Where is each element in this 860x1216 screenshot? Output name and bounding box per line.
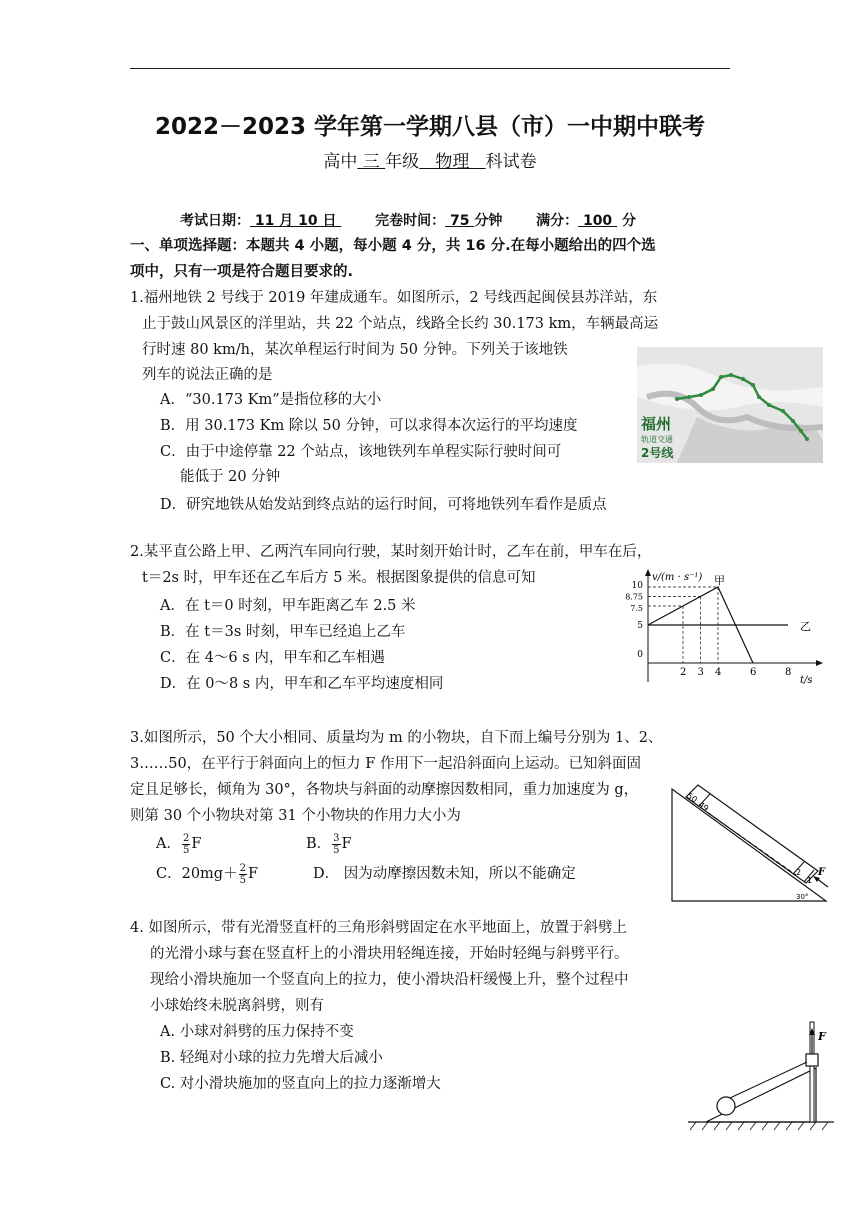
q1-line-2: 止于鼓山风景区的洋里站，共 22 个站点，线路全长约 30.173 km，车辆最高运: [142, 316, 659, 332]
block-label-1: 1: [807, 876, 813, 885]
frac-den: 5: [239, 874, 246, 886]
q3-option-a: [156, 832, 201, 856]
q1-option-b: B．用 30.173 Km 除以 50 分钟，可以求得本次运行的平均速度: [160, 418, 578, 434]
frac-den: 5: [333, 844, 340, 856]
q2-option-b: B．在 t＝3s 时刻，甲车已经追上乙车: [160, 624, 406, 640]
q2-option-c: C．在 4～6 s 内，甲车和乙车相遇: [160, 650, 385, 666]
frac-num: 2: [182, 832, 190, 844]
y-tick-label: 8.75: [625, 592, 643, 602]
frac-den: 5: [182, 844, 190, 856]
q1-option-d: D．研究地铁从始发站到终点站的运行时间，可将地铁列车看作是质点: [160, 497, 607, 513]
q4-line-2: 的光滑小球与套在竖直杆上的小滑块用轻绳连接，开始时轻绳与斜劈平行。: [150, 946, 629, 962]
score-label: 满分：: [536, 213, 579, 229]
q4-line-4: 小球始终未脱离斜劈，则有: [150, 998, 324, 1014]
subject-suffix: 科试卷: [485, 152, 537, 172]
q3-line-3: 定且足够长，倾角为 30°，各物块与斜面的动摩擦因数相同，重力加速度为 g，: [130, 782, 639, 798]
score-unit: 分: [621, 213, 636, 229]
series-label-1: 甲: [714, 574, 725, 587]
y-tick-label: 10: [631, 581, 643, 591]
force-symbol: F: [247, 866, 259, 882]
series-label-2: 乙: [800, 620, 811, 633]
q1-line-3: 行时速 80 km/h，某次单程运行时间为 50 分钟。下列关于该地铁: [142, 342, 568, 358]
q2-option-d: D．在 0～8 s 内，甲车和乙车平均速度相同: [160, 676, 444, 692]
top-rule: [130, 68, 730, 69]
x-axis-label: t/s: [800, 675, 813, 686]
time-label: 完卷时间：: [375, 213, 446, 229]
q1-option-c: C．由于中途停靠 22 个站点，该地铁列车单程实际行驶时间可: [160, 444, 562, 460]
q3-option-d: D． 因为动摩擦因数未知，所以不能确定: [313, 866, 576, 882]
q3-line-1: 3.如图所示，50 个大小相同、质量均为 m 的小物块，自下而上编号分别为 1、2、: [130, 730, 663, 746]
vt-graph: [615, 565, 825, 690]
exam-meta: [180, 210, 636, 230]
section-heading-line-1: 一、单项选择题：本题共 4 小题，每小题 4 分，共 16 分.在每小题给出的四个选: [130, 238, 656, 254]
q3-option-c-fraction: [239, 863, 247, 886]
angle-label: 30°: [796, 893, 809, 901]
wedge-rod-figure: [686, 1018, 836, 1134]
q3-option-c-prefix: C．: [156, 866, 182, 882]
block-label-50: 50: [685, 791, 699, 805]
block-label-49: 49: [696, 800, 711, 814]
q4-option-c: C. 对小滑块施加的竖直向上的拉力逐渐增大: [160, 1076, 441, 1092]
q1-option-a: A．“30.173 Km”是指位移的大小: [160, 392, 382, 408]
q2-line-2: t＝2s 时，甲车还在乙车后方 5 米。根据图象提供的信息可知: [142, 570, 536, 586]
q4-option-b: B. 轻绳对小球的拉力先增大后减小: [160, 1050, 383, 1066]
map-line-label: 2号线: [641, 446, 674, 460]
x-tick-label: 4: [715, 667, 722, 678]
x-axis-arrow: [816, 660, 823, 666]
incline-blocks-figure: [668, 775, 832, 907]
force-label: F: [818, 867, 826, 878]
metro-map-figure: [637, 347, 823, 463]
y-axis-arrow: [645, 569, 651, 576]
frac-num: 3: [333, 832, 340, 844]
date-label: 考试日期：: [180, 213, 250, 229]
rope: [730, 1062, 807, 1098]
exam-subtitle: [0, 147, 860, 172]
grade-suffix: 年级: [385, 152, 420, 172]
q2-option-a: A．在 t＝0 时刻，甲车距离乙车 2.5 米: [160, 598, 416, 614]
ball: [717, 1097, 735, 1115]
slider-block: [806, 1054, 818, 1066]
q3-option-a-fraction: [182, 833, 190, 856]
section-heading-line-2: 项中，只有一项是符合题目要求的.: [130, 264, 354, 280]
time-unit: 分钟: [474, 213, 503, 229]
q3-option-c-term: 20mg＋: [181, 866, 238, 882]
q3-option-c: [156, 862, 258, 886]
map-subtitle-label: 轨道交通: [641, 435, 673, 444]
q2-line-1: 2.某平直公路上甲、乙两汽车同向行驶，某时刻开始计时，乙车在前，甲车在后，: [130, 544, 652, 560]
map-title-label: 福州: [641, 415, 672, 433]
x-tick-label: 2: [680, 667, 687, 678]
force-symbol: F: [191, 836, 202, 852]
q1-line-4: 列车的说法正确的是: [142, 367, 273, 383]
y-tick-label: 0: [637, 650, 643, 660]
time-value: 75: [445, 213, 475, 229]
date-value: 11 月 10 日: [250, 213, 342, 229]
exam-title: 2022－2023 学年第一学期八县（市）一中期中联考: [154, 114, 706, 140]
grade-value: 三: [357, 152, 386, 172]
force-symbol: F: [341, 836, 352, 852]
q3-line-4: 则第 30 个小物块对第 31 个小物块的作用力大小为: [130, 808, 461, 824]
q3-option-b: [306, 832, 352, 856]
x-tick-label: 3: [697, 667, 704, 678]
incline: [672, 789, 826, 901]
frac-num: 2: [239, 862, 246, 874]
block-label-2: 2: [796, 868, 802, 877]
y-tick-label: 7.5: [630, 604, 643, 613]
q3-option-b-prefix: B．: [306, 836, 332, 852]
y-axis-label: v/(m · s⁻¹): [652, 572, 703, 583]
x-tick-label: 6: [750, 667, 757, 678]
q3-option-a-prefix: A．: [156, 836, 181, 852]
pull-force-label: F: [818, 1030, 826, 1043]
subject-value: 物理: [419, 152, 486, 172]
q4-option-a: A. 小球对斜劈的压力保持不变: [160, 1024, 354, 1040]
q4-line-1: 4. 如图所示，带有光滑竖直杆的三角形斜劈固定在水平地面上，放置于斜劈上: [130, 920, 627, 936]
subtitle-prefix: 高中: [323, 152, 358, 172]
x-tick-label: 8: [785, 667, 792, 678]
y-tick-label: 5: [637, 621, 643, 631]
score-value: 100: [578, 213, 618, 229]
q3-line-2: 3……50，在平行于斜面向上的恒力 F 作用下一起沿斜面向上运动。已知斜面固: [130, 756, 641, 772]
q1-line-1: 1.福州地铁 2 号线于 2019 年建成通车。如图所示，2 号线西起闽侯县苏洋站，东: [130, 290, 658, 306]
q3-option-b-fraction: [332, 833, 340, 856]
q4-line-3: 现给小滑块施加一个竖直向上的拉力，使小滑块沿杆缓慢上升，整个过程中: [150, 972, 629, 988]
q1-option-c-cont: 能低于 20 分钟: [180, 469, 281, 485]
